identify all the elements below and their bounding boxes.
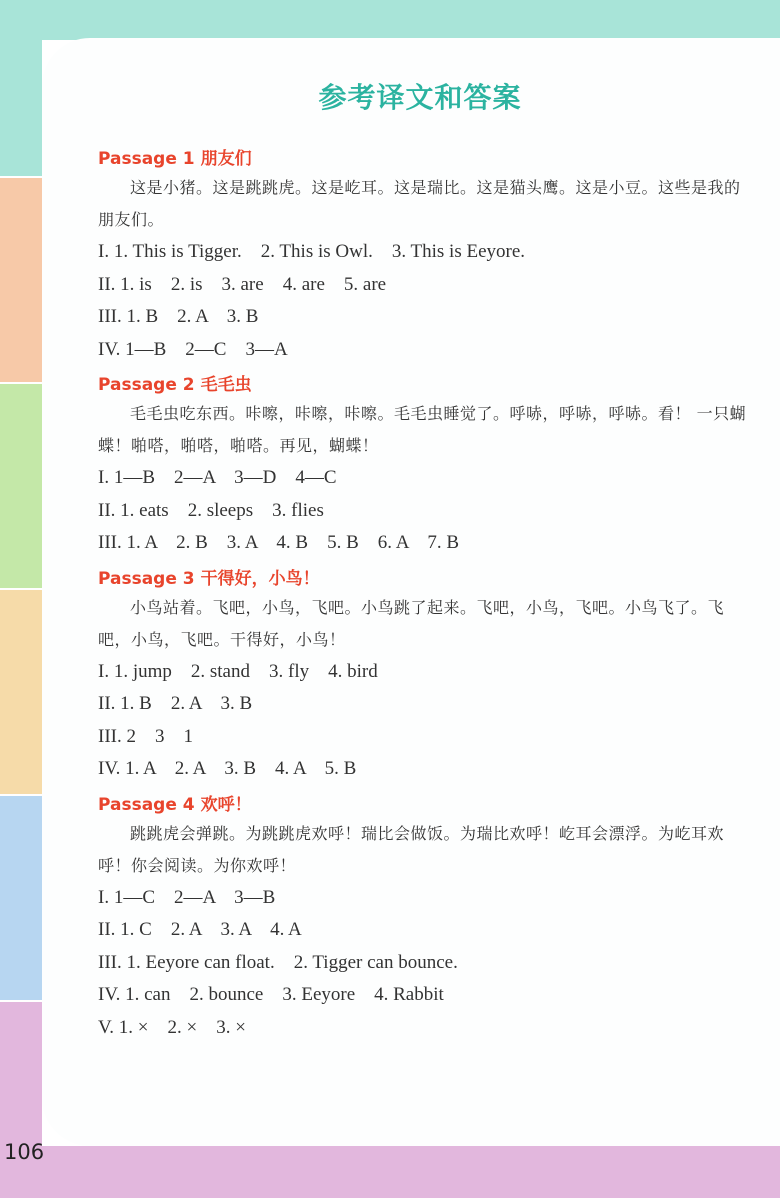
passage-translation: 小鸟站着。飞吧，小鸟，飞吧。小鸟跳了起来。飞吧，小鸟，飞吧。小鸟飞了。飞吧，小鸟，飞吧。干得好，小鸟！: [98, 597, 725, 649]
answer-line: III. 2 3 1: [98, 725, 193, 747]
passage-title: 朋友们: [200, 149, 252, 169]
side-tab-teal: [0, 0, 42, 176]
passage-label: Passage 2: [98, 375, 195, 395]
answer-line: III. 1. A 2. B 3. A 4. B 5. B 6. A 7. B: [98, 532, 460, 553]
answer-line: II. 1. eats 2. sleeps 3. flies: [98, 499, 324, 521]
passage-translation: 毛毛虫吃东西。咔嚓，咔嚓，咔嚓。毛毛虫睡觉了。呼哧，呼哧，呼哧。看！ 一只蝴蝶！啪嗒，啪嗒，啪嗒。再见，蝴蝶！: [98, 404, 747, 455]
passage-label: Passage 1: [98, 149, 195, 169]
passage-heading: [98, 372, 748, 398]
answer-line: II. 1. is 2. is 3. are 4. are 5. are: [98, 273, 387, 295]
passage-4: [98, 792, 748, 1045]
answer-line: I. 1. jump 2. stand 3. fly 4. bird: [98, 660, 378, 682]
passage-label: Passage 3: [98, 568, 195, 589]
top-color-band: [0, 0, 780, 40]
answer-line: III. 1. Eeyore can float. 2. Tigger can bounce.: [98, 951, 458, 973]
passage-translation: 这是小猪。这是跳跳虎。这是屹耳。这是瑞比。这是猫头鹰。这是小豆。这些是我的朋友们。: [98, 178, 741, 229]
passage-title: 欢呼！: [200, 794, 252, 815]
side-tab-green: [0, 384, 42, 588]
answer-line: II. 1. C 2. A 3. A 4. A: [98, 919, 302, 940]
passage-label: Passage 4: [98, 794, 195, 815]
side-tab-pink: [0, 1002, 45, 1198]
passage-heading: [98, 146, 748, 172]
answer-key-content: [98, 146, 748, 1044]
passage-heading: [98, 566, 748, 592]
answer-line: I. 1—C 2—A 3—B: [98, 886, 276, 908]
answer-line: IV. 1. A 2. A 3. B 4. A 5. B: [98, 758, 357, 779]
passage-heading: [98, 792, 748, 818]
passage-title: 干得好，小鸟！: [200, 568, 320, 589]
page-number: 106: [4, 1140, 45, 1164]
passage-3: [98, 566, 748, 786]
answer-line: II. 1. B 2. A 3. B: [98, 693, 253, 714]
answer-line: IV. 1. can 2. bounce 3. Eeyore 4. Rabbit: [98, 984, 444, 1005]
bottom-color-band: [0, 1146, 780, 1198]
answer-line: IV. 1—B 2—C 3—A: [98, 338, 288, 360]
side-tab-orange: [0, 178, 42, 382]
page-title: 参考译文和答案: [318, 81, 522, 114]
passage-translation: 跳跳虎会弹跳。为跳跳虎欢呼！瑞比会做饭。为瑞比欢呼！屹耳会漂浮。为屹耳欢呼！你会阅读。为你欢呼！: [98, 823, 725, 875]
answer-line: I. 1—B 2—A 3—D 4—C: [98, 467, 337, 488]
passage-2: [98, 372, 748, 560]
passage-1: [98, 146, 748, 366]
side-tab-blue: [0, 796, 42, 1000]
passage-title: 毛毛虫: [200, 375, 252, 395]
answer-line: I. 1. This is Tigger. 2. This is Owl. 3. This is Eeyore.: [98, 241, 526, 262]
answer-line: III. 1. B 2. A 3. B: [98, 306, 259, 327]
side-tab-yellow: [0, 590, 42, 794]
answer-line: V. 1. × 2. × 3. ×: [98, 1016, 246, 1038]
